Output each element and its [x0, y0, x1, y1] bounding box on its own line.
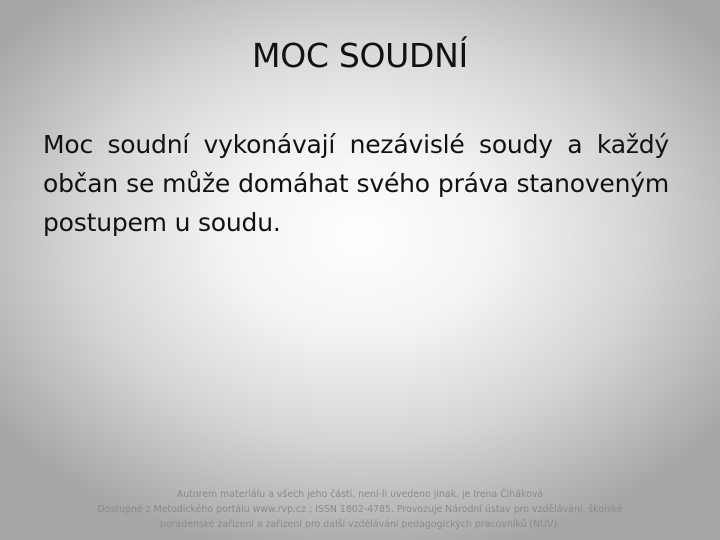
footer-author-line: Autorem materiálu a všech jeho částí, není-li uvedeno jinak, je Irena Čiháková — [176, 489, 544, 500]
slide-title: MOC SOUDNÍ — [252, 36, 468, 75]
attribution-footer — [80, 487, 640, 532]
footer-source-line: Dostupné z Metodického portálu www.rvp.cz ; ISSN 1802-4785. Provozuje Národní ústav pro vzdělávání, školské — [97, 504, 623, 515]
footer-operator-line: poradenské zařízení a zařízení pro další vzdělávání pedagogických pracovníků (NÚV). — [159, 519, 561, 530]
slide-body-text: Moc soudní vykonávají nezávislé soudy a každý občan se může domáhat svého práva stanoveným postupem u soudu. — [43, 130, 669, 237]
